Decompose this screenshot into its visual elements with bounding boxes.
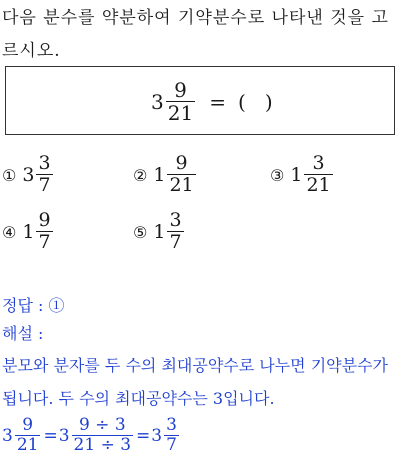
explanation-equation: [2, 414, 181, 458]
numerator: 9 ÷ 3: [78, 415, 126, 436]
fraction: [36, 153, 52, 197]
expression-box: [5, 66, 395, 135]
mixed-number: [153, 153, 197, 197]
numerator: 9: [175, 152, 188, 175]
numerator: 3: [38, 152, 51, 175]
fraction: [72, 416, 134, 455]
denominator: 7: [166, 435, 177, 456]
whole-part: 1: [153, 220, 166, 243]
whole-part: 3: [2, 425, 13, 446]
explanation-text: 분모와 분자를 두 수의 최대공약수로 나누면 기약분수가 됩니다. 두 수의 최대공약수는 3입니다.: [2, 356, 389, 408]
denominator: 21: [16, 435, 39, 456]
whole-part: 3: [58, 425, 70, 446]
whole-part: 1: [22, 220, 35, 243]
fraction: [166, 79, 195, 125]
mixed-number: [22, 210, 54, 254]
option-4[interactable]: [2, 207, 55, 257]
whole-part: 3: [151, 89, 164, 114]
option-marker: ①: [2, 165, 17, 185]
fraction: [36, 210, 52, 254]
option-5[interactable]: [133, 207, 186, 257]
numerator: 9: [22, 415, 34, 436]
equals-sign: =: [136, 426, 151, 446]
denominator: 21 ÷ 3: [73, 435, 132, 456]
answer-blank: ( ): [237, 89, 273, 114]
equals-sign: =: [209, 89, 226, 114]
option-marker: ③: [270, 165, 285, 185]
fraction: [167, 210, 183, 254]
numerator: 9: [38, 209, 51, 232]
option-1[interactable]: [2, 150, 55, 200]
option-marker: ④: [2, 222, 17, 242]
mixed-number: [153, 210, 185, 254]
mixed-number: [2, 416, 42, 455]
whole-part: 3: [22, 163, 35, 186]
numerator: 3: [169, 209, 182, 232]
box-expression: [151, 71, 273, 132]
answer-label: 정답 : ①: [2, 296, 65, 315]
option-marker: ⑤: [133, 222, 148, 242]
fraction: [167, 153, 195, 197]
whole-part: 1: [153, 163, 166, 186]
whole-part: 1: [290, 163, 303, 186]
question-text: 다음 분수를 약분하여 기약분수로 나타낸 것을 고르시오.: [2, 8, 389, 61]
denominator: 7: [38, 174, 51, 197]
denominator: 7: [169, 231, 182, 254]
option-3[interactable]: [270, 150, 335, 200]
mixed-number: [290, 153, 334, 197]
numerator: 3: [166, 415, 177, 436]
fraction: [15, 416, 41, 455]
equals-sign: =: [43, 426, 58, 446]
fraction: [164, 416, 179, 455]
numerator: 9: [174, 77, 187, 102]
mixed-number: [59, 416, 135, 455]
mixed-number: [151, 416, 181, 455]
denominator: 21: [169, 174, 194, 197]
explanation-label: 해설 :: [2, 324, 44, 343]
mixed-number: [151, 79, 197, 125]
option-2[interactable]: [133, 150, 198, 200]
denominator: 21: [167, 100, 194, 125]
option-marker: ②: [133, 165, 148, 185]
mixed-number: [22, 153, 54, 197]
denominator: 21: [306, 174, 331, 197]
numerator: 3: [312, 152, 325, 175]
denominator: 7: [38, 231, 51, 254]
fraction: [304, 153, 332, 197]
whole-part: 3: [151, 425, 163, 446]
